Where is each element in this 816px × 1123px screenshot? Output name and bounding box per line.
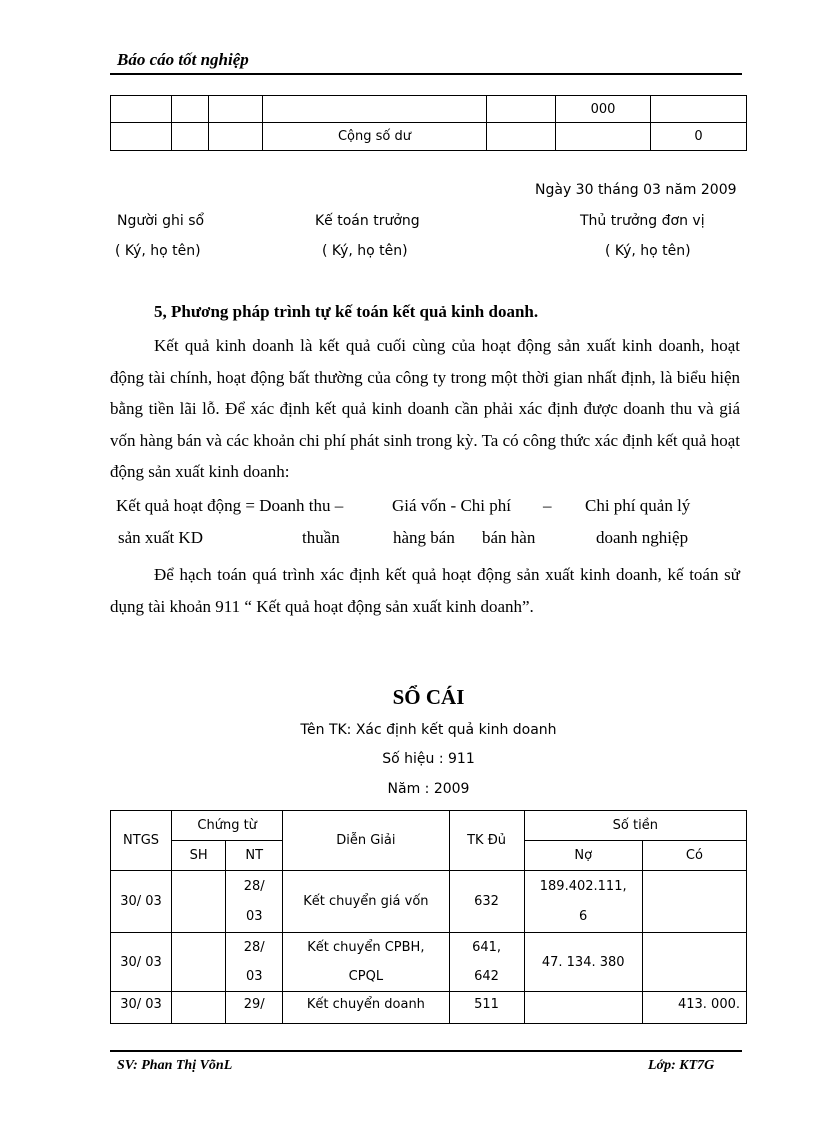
section-heading: 5, Phương pháp trình tự kế toán kết quả kinh doanh.: [154, 302, 539, 321]
balance-total-label: Cộng số dư: [263, 123, 487, 151]
cell-ntgs: 30/ 03: [111, 992, 172, 1024]
formula-term-3: –: [543, 496, 552, 515]
cell-sh: [172, 992, 226, 1024]
cell-co: [642, 933, 746, 992]
formula-sub-3: hàng bán: [393, 528, 455, 547]
signature-note-chief-accountant: ( Ký, họ tên): [322, 243, 408, 259]
col-dien-giai: Diễn Giải: [283, 811, 449, 871]
section-body-2: [110, 559, 740, 622]
cell-dien-giai: Kết chuyển doanh: [283, 992, 449, 1024]
signature-role-director: Thủ trưởng đơn vị: [580, 213, 705, 229]
cell-dien-giai: Kết chuyển giá vốn: [283, 871, 449, 933]
signature-note-director: ( Ký, họ tên): [605, 243, 691, 259]
paragraph-2: Để hạch toán quá trình xác định kết quả hoạt động sản xuất kinh doanh, kế toán sử dụng tài khoản 911 “ Kết quả hoạt động sản xuất kinh doanh”.: [110, 565, 740, 616]
cell-sh: [172, 871, 226, 933]
table-row: [111, 992, 747, 1024]
formula-sub-4: bán hàn: [482, 528, 536, 547]
col-so-tien: Số tiền: [524, 811, 746, 841]
cell-ntgs: 30/ 03: [111, 871, 172, 933]
formula-term-4: Chi phí quản lý: [585, 496, 691, 515]
cell-tk: 632: [449, 871, 524, 933]
balance-row1-value: 000: [556, 96, 651, 123]
footer-rule: [110, 1050, 742, 1052]
ledger-title: SỔ CÁI: [392, 685, 465, 709]
cell-tk: 511: [449, 992, 524, 1024]
cell-co: [642, 871, 746, 933]
document-header-title: Báo cáo tốt nghiệp: [117, 50, 249, 69]
col-co: Có: [642, 841, 746, 871]
col-no: Nợ: [524, 841, 642, 871]
ledger-account-number: Số hiệu : 911: [382, 751, 475, 767]
cell-ntgs: 30/ 03: [111, 933, 172, 992]
footer-class: Lớp: KT7G: [648, 1058, 715, 1073]
ledger-account-name: Tên TK: Xác định kết quả kinh doanh: [300, 722, 557, 738]
formula-term-1: Kết quả hoạt động = Doanh thu –: [116, 496, 344, 515]
formula-sub-1: sản xuất KD: [118, 528, 203, 547]
cell-nt: 28/ 03: [226, 871, 283, 933]
cell-no: [524, 992, 642, 1024]
signature-date: Ngày 30 tháng 03 năm 2009: [535, 182, 737, 198]
col-nt: NT: [226, 841, 283, 871]
ledger-table: [110, 810, 747, 1024]
cell-co: 413. 000.: [642, 992, 746, 1024]
ledger-year: Năm : 2009: [387, 781, 470, 797]
paragraph-1: Kết quả kinh doanh là kết quả cuối cùng của hoạt động sản xuất kinh doanh, hoạt động tài chính, hoạt động bất thường của công ty trong một thời gian nhất định, là biểu hiện bằng tiền lãi lỗ. Để xác định kết quả kinh doanh cần phải xác định được doanh thu và giá vốn hàng bán và các khoản chi phí phát sinh trong kỳ. Ta có công thức xác định kết quả hoạt động sản xuất kinh doanh:: [110, 336, 740, 481]
header-rule: [110, 73, 742, 75]
table-row: [111, 871, 747, 933]
signature-role-recorder: Người ghi sổ: [117, 213, 205, 229]
signature-role-chief-accountant: Kế toán trưởng: [315, 213, 420, 229]
table-row: [111, 933, 747, 992]
section-body: [110, 330, 740, 488]
cell-dien-giai: Kết chuyển CPBH, CPQL: [283, 933, 449, 992]
cell-no: 189.402.111, 6: [524, 871, 642, 933]
balance-total-value: 0: [651, 123, 747, 151]
cell-nt: 29/: [226, 992, 283, 1024]
cell-nt: 28/ 03: [226, 933, 283, 992]
col-sh: SH: [172, 841, 226, 871]
cell-no: 47. 134. 380: [524, 933, 642, 992]
signature-note-recorder: ( Ký, họ tên): [115, 243, 201, 259]
formula-term-2: Giá vốn - Chi phí: [392, 496, 511, 515]
col-chung-tu: Chứng từ: [172, 811, 283, 841]
formula-sub-2: thuần: [302, 528, 340, 547]
formula-sub-5: doanh nghiệp: [596, 528, 689, 547]
col-ntgs: NTGS: [111, 811, 172, 871]
footer-student: SV: Phan Thị VõnL: [117, 1058, 233, 1073]
col-tk-du: TK Đủ: [449, 811, 524, 871]
balance-table: [110, 95, 747, 151]
cell-sh: [172, 933, 226, 992]
cell-tk: 641, 642: [449, 933, 524, 992]
